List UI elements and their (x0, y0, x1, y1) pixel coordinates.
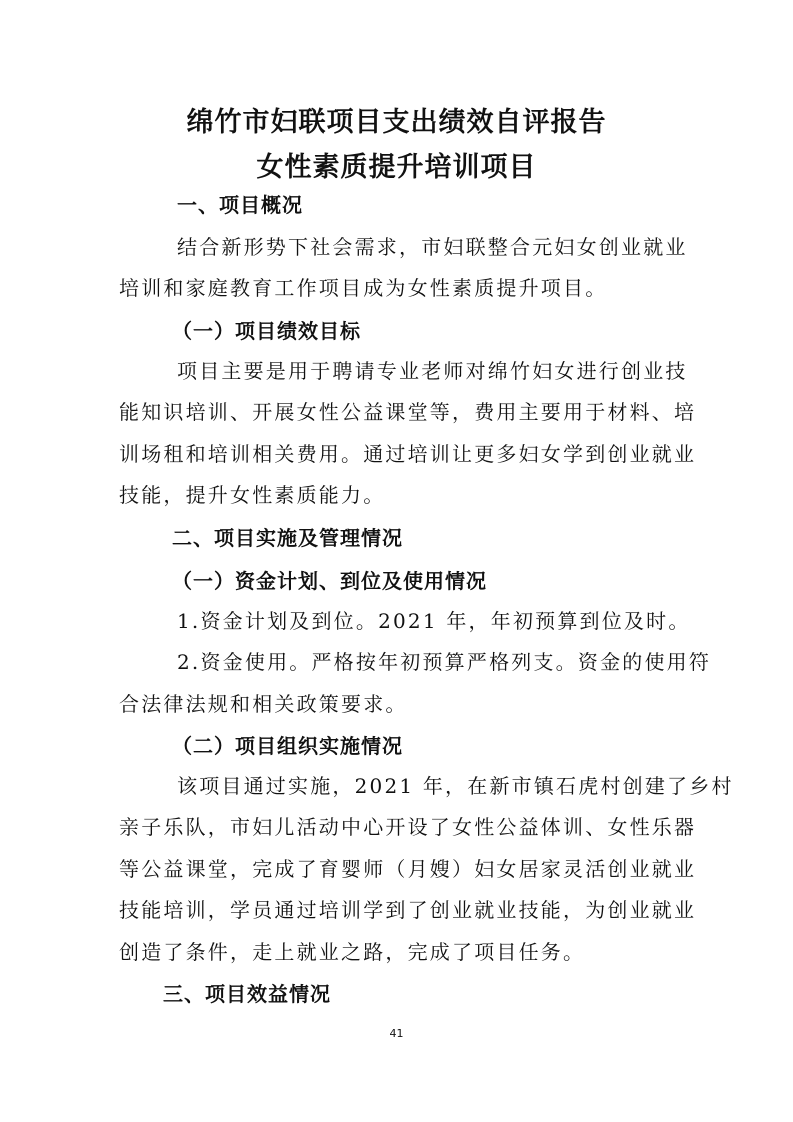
section-2-2-para-line: 等公益课堂，完成了育婴师（月嫂）妇女居家灵活创业就业 (119, 857, 697, 881)
section-3-heading: 三、项目效益情况 (163, 982, 331, 1006)
page-number: 41 (389, 1027, 404, 1040)
section-2-1-item-1: 1.资金计划及到位。2021 年，年初预算到位及时。 (177, 609, 691, 633)
section-2-2-para-line: 亲子乐队，市妇儿活动中心开设了女性公益体训、女性乐器 (119, 815, 697, 839)
section-1-heading: 一、项目概况 (177, 193, 303, 217)
section-1-1-para-line: 项目主要是用于聘请专业老师对绵竹妇女进行创业技 (177, 359, 688, 383)
report-title: 绵竹市妇联项目支出绩效自评报告 (186, 107, 607, 138)
section-2-2-para-line: 该项目通过实施，2021 年，在新市镇石虎村创建了乡村 (177, 774, 734, 798)
section-1-1-para-line: 训场租和培训相关费用。通过培训让更多妇女学到创业就业 (119, 442, 697, 466)
section-2-1-heading: （一）资金计划、到位及使用情况 (172, 569, 487, 593)
section-2-2-heading: （二）项目组织实施情况 (172, 734, 403, 758)
report-subtitle: 女性素质提升培训项目 (256, 152, 537, 183)
section-2-2-para-line: 技能培训，学员通过培训学到了创业就业技能，为创业就业 (119, 898, 697, 922)
section-1-para-line: 培训和家庭教育工作项目成为女性素质提升项目。 (119, 276, 608, 300)
section-1-para-line: 结合新形势下社会需求，市妇联整合元妇女创业就业 (177, 235, 688, 259)
section-1-1-para-line: 技能，提升女性素质能力。 (119, 483, 386, 507)
section-2-heading: 二、项目实施及管理情况 (172, 526, 403, 550)
section-2-1-item-2-line: 2.资金使用。严格按年初预算严格列支。资金的使用符 (177, 650, 712, 674)
section-1-1-heading: （一）项目绩效目标 (172, 319, 361, 343)
section-1-1-para-line: 能知识培训、开展女性公益课堂等，费用主要用于材料、培 (119, 400, 697, 424)
section-2-1-item-2-line: 合法律法规和相关政策要求。 (119, 692, 408, 716)
section-2-2-para-line: 创造了条件，走上就业之路，完成了项目任务。 (119, 940, 586, 964)
